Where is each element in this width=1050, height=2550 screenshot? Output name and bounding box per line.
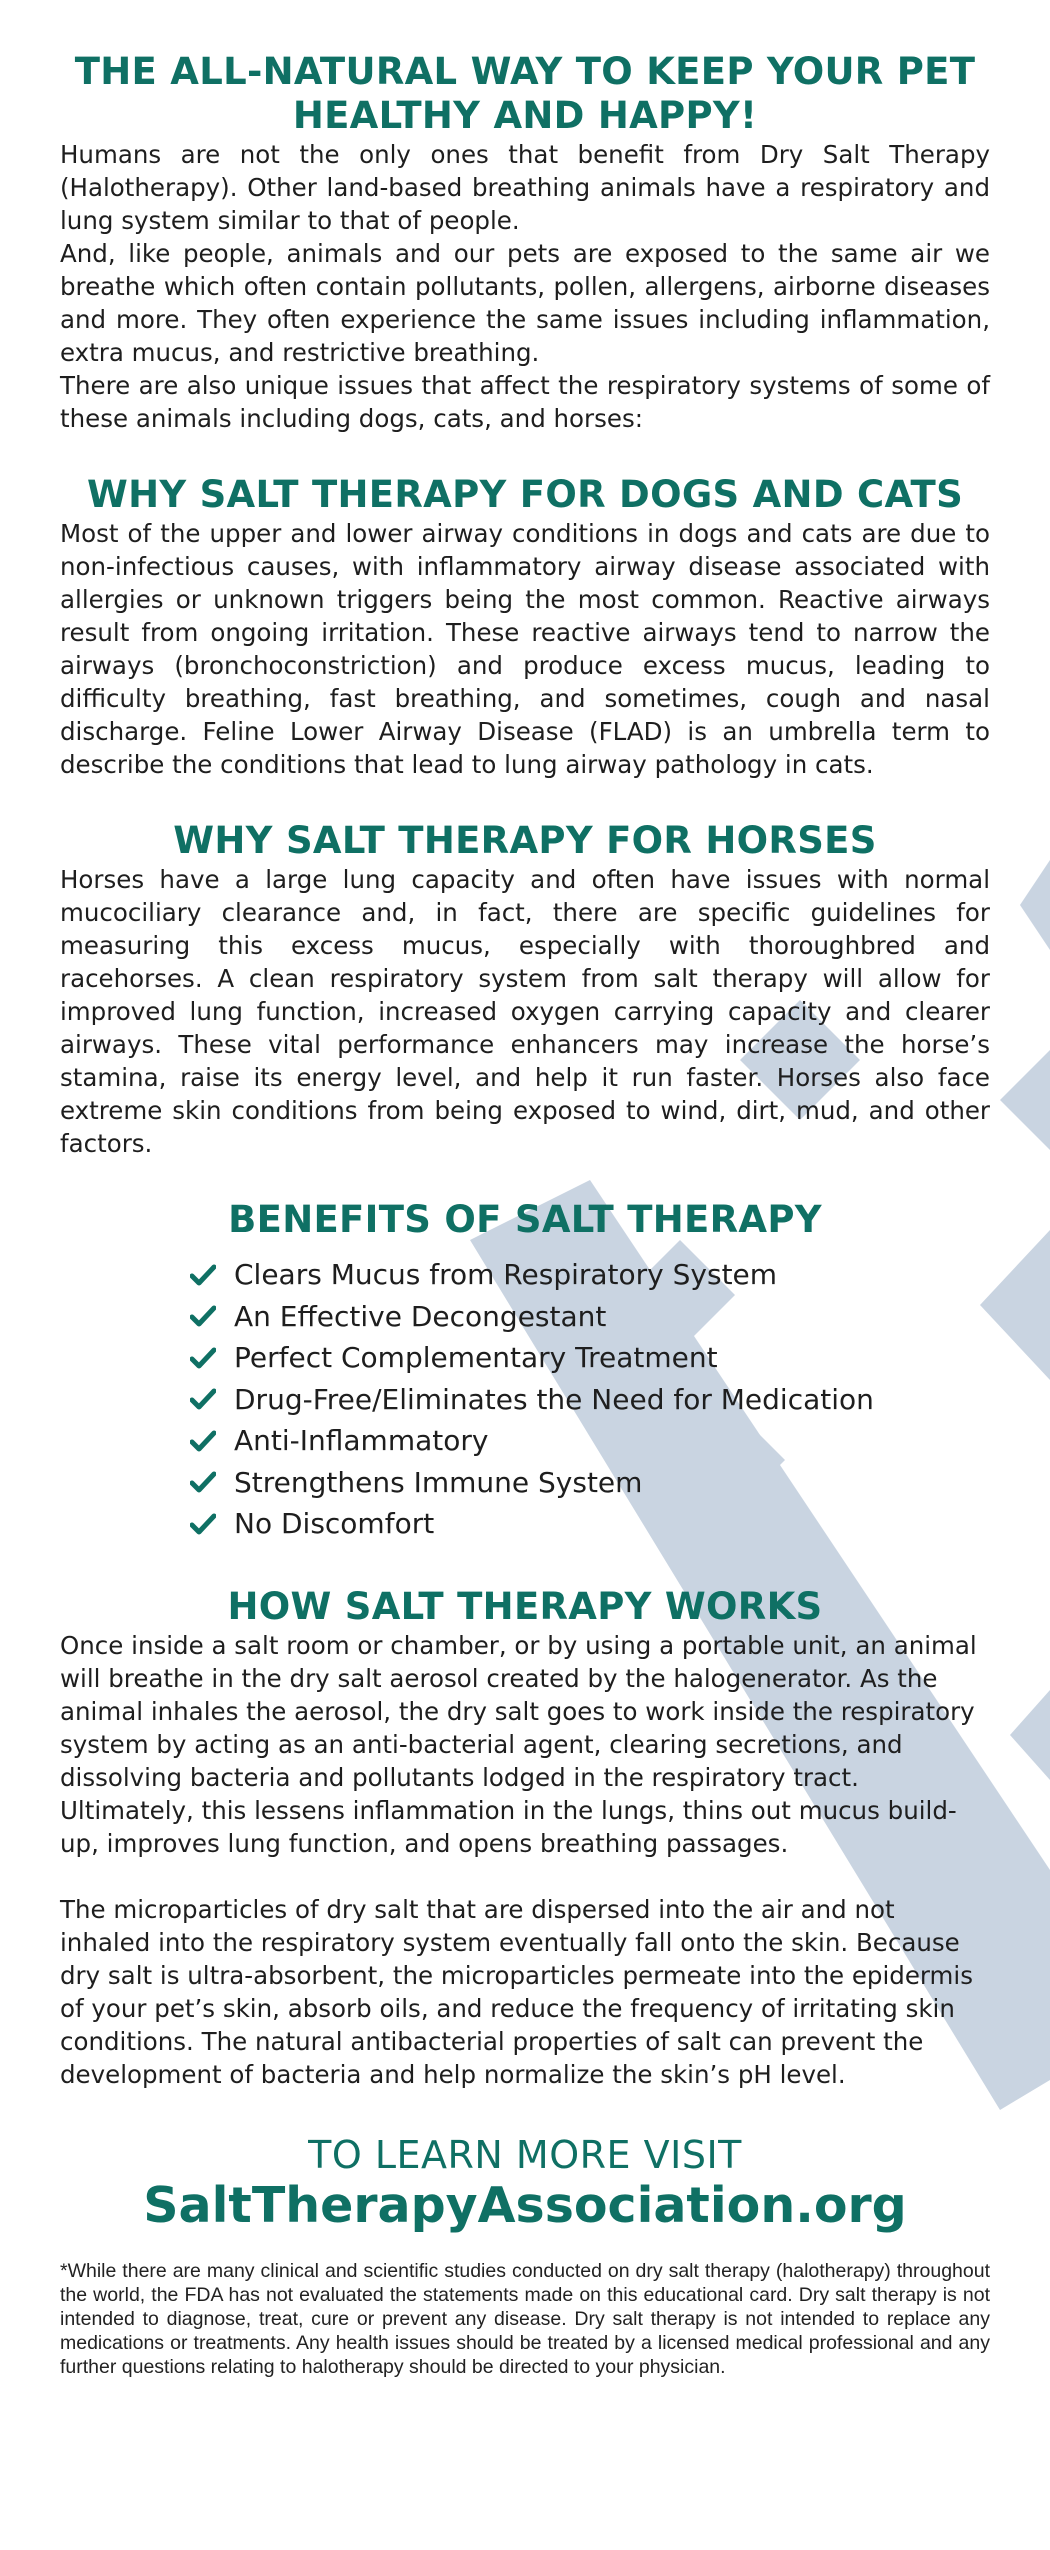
horses-section (60, 819, 990, 1160)
benefit-item (190, 1296, 990, 1338)
benefits-section (60, 1198, 990, 1545)
how-heading: HOW SALT THERAPY WORKS (227, 1584, 823, 1628)
dogs-cats-heading: WHY SALT THERAPY FOR DOGS AND CATS (86, 473, 964, 516)
how-section (60, 1585, 990, 2091)
benefit-item (190, 1420, 990, 1462)
intro-paragraph: Humans are not the only ones that benefit from Dry Salt Therapy (Halotherapy). Other land-based breathing animals have a respiratory and lung system similar to that of people. (60, 140, 990, 235)
check-icon (190, 1430, 216, 1452)
page-title: THE ALL-NATURAL WAY TO KEEP YOUR PET HEALTHY AND HAPPY! (74, 50, 976, 137)
benefit-label: No Discomfort (234, 1507, 435, 1541)
benefit-item (190, 1379, 990, 1421)
check-icon (190, 1347, 216, 1369)
check-icon (190, 1513, 216, 1535)
horses-heading: WHY SALT THERAPY FOR HORSES (173, 819, 877, 862)
benefit-item (190, 1462, 990, 1504)
benefit-label: Strengthens Immune System (234, 1465, 643, 1499)
benefit-label: Perfect Complementary Treatment (234, 1341, 718, 1375)
cta-section (60, 2133, 990, 2235)
benefit-label: An Effective Decongestant (234, 1299, 607, 1333)
intro-section (60, 138, 990, 435)
benefit-item (190, 1254, 990, 1296)
dogs-cats-body: Most of the upper and lower airway conditions in dogs and cats are due to non-infectious causes, with inflammatory airway disease associated with allergies or unknown triggers being the most common. Reactive airways result from ongoing irritation. These reactive airways tend to narrow the airways (bronchoconstriction) and produce excess mucus, leading to difficulty breathing, fast breathing, and sometimes, cough and nasal discharge. Feline Lower Airway Disease (FLAD) is an umbrella term to describe the conditions that lead to lung airway pathology in cats. (60, 519, 990, 779)
disclaimer: *While there are many clinical and scientific studies conducted on dry salt therapy (halotherapy) throughout the world, the FDA has not evaluated the statements made on this educational card. Dry salt therapy is not intended to diagnose, treat, cure or prevent any disease. Dry salt therapy is not intended to replace any medications or treatments. Any health issues should be treated by a licensed medical professional and any further questions relating to halotherapy should be directed to your physician. (60, 2259, 990, 2378)
paragraph-spacer (60, 1860, 990, 1893)
intro-paragraph: There are also unique issues that affect the respiratory systems of some of these animals including dogs, cats, and horses: (60, 371, 990, 433)
website-link[interactable]: SaltTherapyAssociation.org (143, 2176, 907, 2234)
learn-more-label: TO LEARN MORE VISIT (308, 2132, 742, 2177)
benefit-label: Anti-Inflammatory (234, 1424, 489, 1458)
benefit-label: Drug-Free/Eliminates the Need for Medication (234, 1382, 874, 1416)
how-paragraph: The microparticles of dry salt that are dispersed into the air and not inhaled into the respiratory system eventually fall onto the skin. Because dry salt is ultra-absorbent, the microparticles permeate into the epidermis of your pet’s skin, absorb oils, and reduce the frequency of irritating skin conditions. The natural antibacterial properties of salt can prevent the development of bacteria and help normalize the skin’s pH level. (60, 1894, 973, 2089)
benefit-item (190, 1503, 990, 1545)
check-icon (190, 1388, 216, 1410)
check-icon (190, 1264, 216, 1286)
dogs-cats-section (60, 473, 990, 781)
how-paragraph: Once inside a salt room or chamber, or by using a portable unit, an animal will breathe in the dry salt aerosol created by the halogenerator. As the animal inhales the aerosol, the dry salt goes to work inside the respiratory system by acting as an anti-bacterial agent, clearing secretions, and dissolving bacteria and pollutants lodged in the respiratory tract. Ultimately, this lessens inflammation in the lungs, thins out mucus build-up, improves lung function, and opens breathing passages. (60, 1630, 977, 1858)
intro-paragraph: And, like people, animals and our pets are exposed to the same air we breathe which often contain pollutants, pollen, allergens, airborne diseases and more. They often experience the same issues including inflammation, extra mucus, and restrictive breathing. (60, 239, 990, 367)
horses-body: Horses have a large lung capacity and often have issues with normal mucociliary clearance and, in fact, there are specific guidelines for measuring this excess mucus, especially with thoroughbred and racehorses. A clean respiratory system from salt therapy will allow for improved lung function, increased oxygen carrying capacity and clearer airways. These vital performance enhancers may increase the horse’s stamina, raise its energy level, and help it run faster. Horses also face extreme skin conditions from being exposed to wind, dirt, mud, and other factors. (60, 865, 990, 1158)
benefits-heading: BENEFITS OF SALT THERAPY (228, 1198, 822, 1241)
benefit-item (190, 1337, 990, 1379)
check-icon (190, 1305, 216, 1327)
check-icon (190, 1471, 216, 1493)
benefit-label: Clears Mucus from Respiratory System (234, 1258, 778, 1292)
benefits-list (60, 1254, 990, 1545)
